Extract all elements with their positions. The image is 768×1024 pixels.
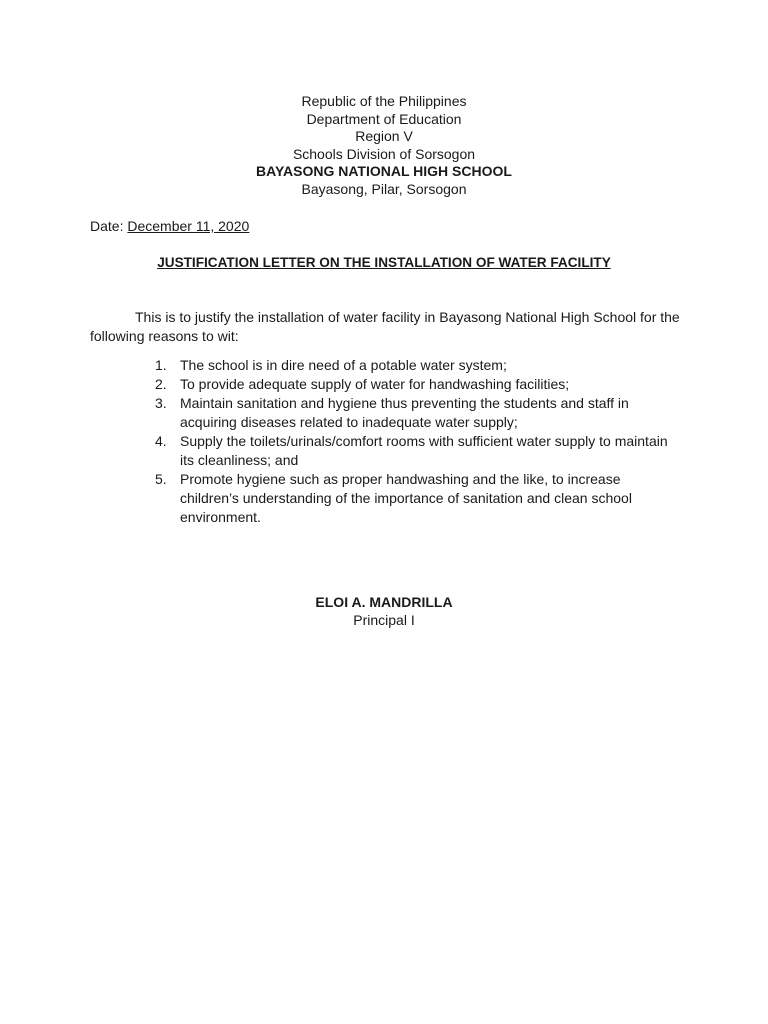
list-item-number: 4. — [155, 433, 167, 449]
reasons-list — [155, 356, 675, 527]
list-item-number: 3. — [155, 395, 167, 411]
letter-date — [90, 218, 249, 235]
list-item-text: The school is in dire need of a potable water system; — [180, 357, 507, 373]
list-item-number: 1. — [155, 357, 167, 373]
list-item — [155, 470, 675, 527]
list-item-text: Promote hygiene such as proper handwashing and the like, to increase children’s understanding of the importance of sanitation and clean school environment. — [180, 471, 632, 525]
list-item-text: Supply the toilets/urinals/comfort rooms with sufficient water supply to maintain its cleanliness; and — [180, 433, 668, 468]
list-item-number: 2. — [155, 376, 167, 392]
letterhead — [0, 93, 768, 199]
list-item-text: To provide adequate supply of water for handwashing facilities; — [180, 376, 570, 392]
letterhead-department: Department of Education — [306, 110, 462, 127]
letterhead-region: Region V — [355, 128, 413, 145]
list-item — [155, 375, 675, 394]
list-item — [155, 432, 675, 470]
letterhead-school-name: BAYASONG NATIONAL HIGH SCHOOL — [256, 163, 512, 180]
list-item — [155, 356, 675, 375]
signatory-title: Principal I — [353, 612, 415, 628]
list-item-number: 5. — [155, 471, 167, 487]
list-item-text: Maintain sanitation and hygiene thus preventing the students and staff in acquiring diseases related to inadequate water supply; — [180, 395, 629, 430]
letter-subject: JUSTIFICATION LETTER ON THE INSTALLATION OF WATER FACILITY — [157, 255, 611, 270]
signature-block — [0, 593, 768, 629]
letterhead-division: Schools Division of Sorsogon — [292, 145, 476, 162]
signatory-name: ELOI A. MANDRILLA — [315, 594, 453, 610]
date-value: December 11, 2020 — [127, 218, 250, 234]
intro-paragraph: This is to justify the installation of water facility in Bayasong National High School for the following reasons to wit: — [90, 309, 680, 344]
list-item — [155, 394, 675, 432]
date-label: Date: — [90, 218, 128, 234]
letterhead-country: Republic of the Philippines — [301, 93, 467, 109]
letterhead-address: Bayasong, Pilar, Sorsogon — [301, 180, 467, 197]
